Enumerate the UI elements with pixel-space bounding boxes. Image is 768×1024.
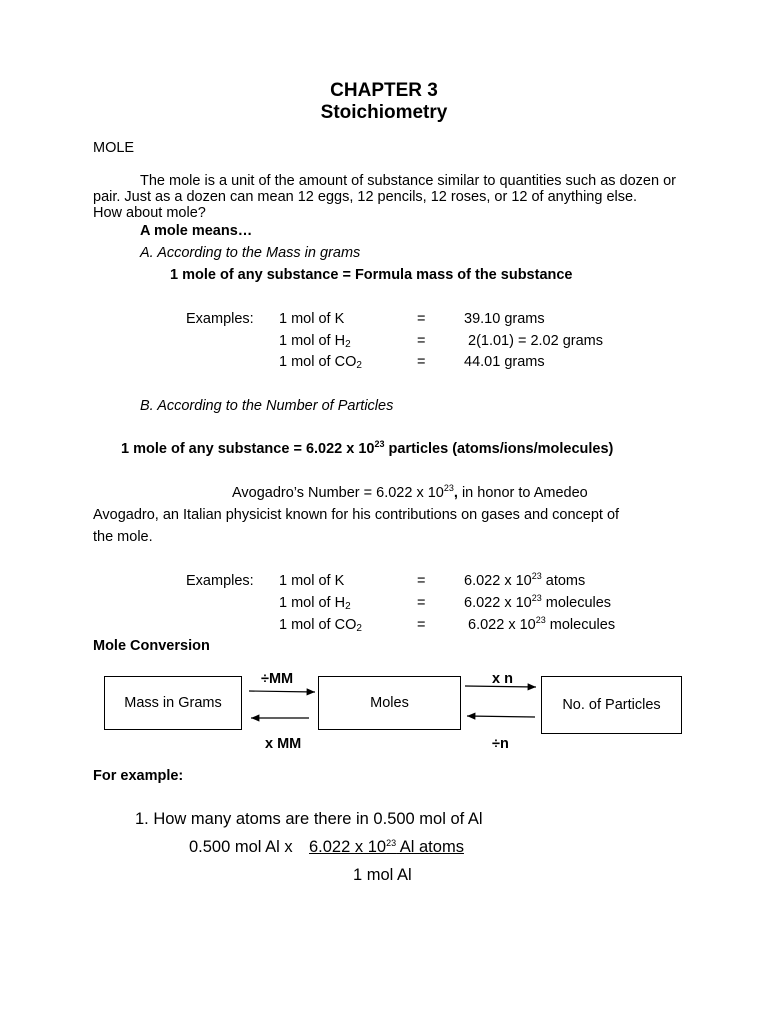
part-a-row-1-lhs: 1 mol of K (279, 311, 345, 327)
part-b-row-2-lhs: 1 mol of $H_2$ (279, 595, 351, 612)
part-a-row-3-eq: = (417, 354, 426, 370)
part-b-row-3-eq: = (417, 617, 426, 633)
arrow-particles-to-moles (467, 716, 535, 717)
avogadro-line-1: Avogadro’s Number = 6.022 x $10^{23}$, in honor to Amedeo (232, 483, 588, 501)
part-a-row-2-lhs: 1 mol of $H_2$ (279, 333, 351, 350)
part-b-rule: 1 mole of any substance = 6.022 x $10^{23}$ particles (atoms/ions/molecules) (121, 439, 614, 457)
part-b-row-3-rhs: 6.022 x $10^{23}$ molecules (464, 615, 616, 633)
label-divide-mm: ÷MM (261, 671, 294, 687)
part-b-row-1-lhs: 1 mol of K (279, 573, 345, 589)
part-b-row-3-lhs: 1 mol of $CO_2$ (279, 617, 362, 634)
intro-line-2: pair. Just as a dozen can mean 12 eggs, 12 pencils, 12 roses, or 12 of anything else. (93, 189, 638, 205)
mole-conversion-heading: Mole Conversion (93, 638, 210, 654)
for-example-heading: For example: (93, 768, 184, 784)
chapter-title: CHAPTER 3 (330, 80, 438, 101)
intro-line-3: How about mole? (93, 205, 206, 221)
part-a-row-2-eq: = (417, 333, 426, 349)
part-a-heading: A. According to the Mass in grams (140, 245, 361, 261)
part-b-row-2-rhs: 6.022 x $10^{23}$ molecules (464, 593, 612, 611)
section-heading-mole: MOLE (93, 140, 135, 156)
box-no-of-particles: No. of Particles (541, 676, 682, 734)
part-a-rule: 1 mole of any substance = Formula mass of the substance (170, 267, 573, 283)
label-times-mm: x MM (265, 736, 302, 752)
label-times-n: x n (492, 671, 513, 687)
avogadro-line-2: Avogadro, an Italian physicist known for his contributions on gases and concept of (93, 507, 620, 523)
part-b-examples-label: Examples: (186, 573, 254, 589)
part-a-row-1-rhs: 39.10 grams (464, 311, 545, 327)
intro-line-1: The mole is a unit of the amount of substance similar to quantities such as dozen or (140, 173, 676, 189)
label-divide-n: ÷n (492, 736, 509, 752)
part-b-row-1-eq: = (417, 573, 426, 589)
part-b-row-1-rhs: 6.022 x $10^{23}$ atoms (464, 571, 586, 589)
part-a-examples-label: Examples: (186, 311, 254, 327)
chapter-subject: Stoichiometry (320, 102, 448, 123)
part-b-row-2-eq: = (417, 595, 426, 611)
avogadro-line-3: the mole. (93, 529, 153, 545)
mole-means-heading: A mole means… (140, 223, 253, 239)
box-mass-in-grams: Mass in Grams (104, 676, 242, 730)
part-a-row-1-eq: = (417, 311, 426, 327)
example-calc-denominator: 1 mol Al (353, 866, 412, 884)
part-b-heading: B. According to the Number of Particles (140, 398, 394, 414)
part-a-row-3-rhs: 44.01 grams (464, 354, 545, 370)
part-a-row-2-rhs: 2(1.01) = 2.02 grams (468, 333, 604, 349)
arrow-mass-to-moles (249, 691, 315, 692)
example-calc-prefix: 0.500 mol Al x (189, 838, 293, 856)
part-a-row-3-lhs: 1 mol of $CO_2$ (279, 354, 362, 371)
example-calc-numerator: 6.022 x $10^{23}$ Al atoms (309, 838, 464, 856)
example-question: 1. How many atoms are there in 0.500 mol of Al (135, 810, 483, 828)
box-moles: Moles (318, 676, 461, 730)
